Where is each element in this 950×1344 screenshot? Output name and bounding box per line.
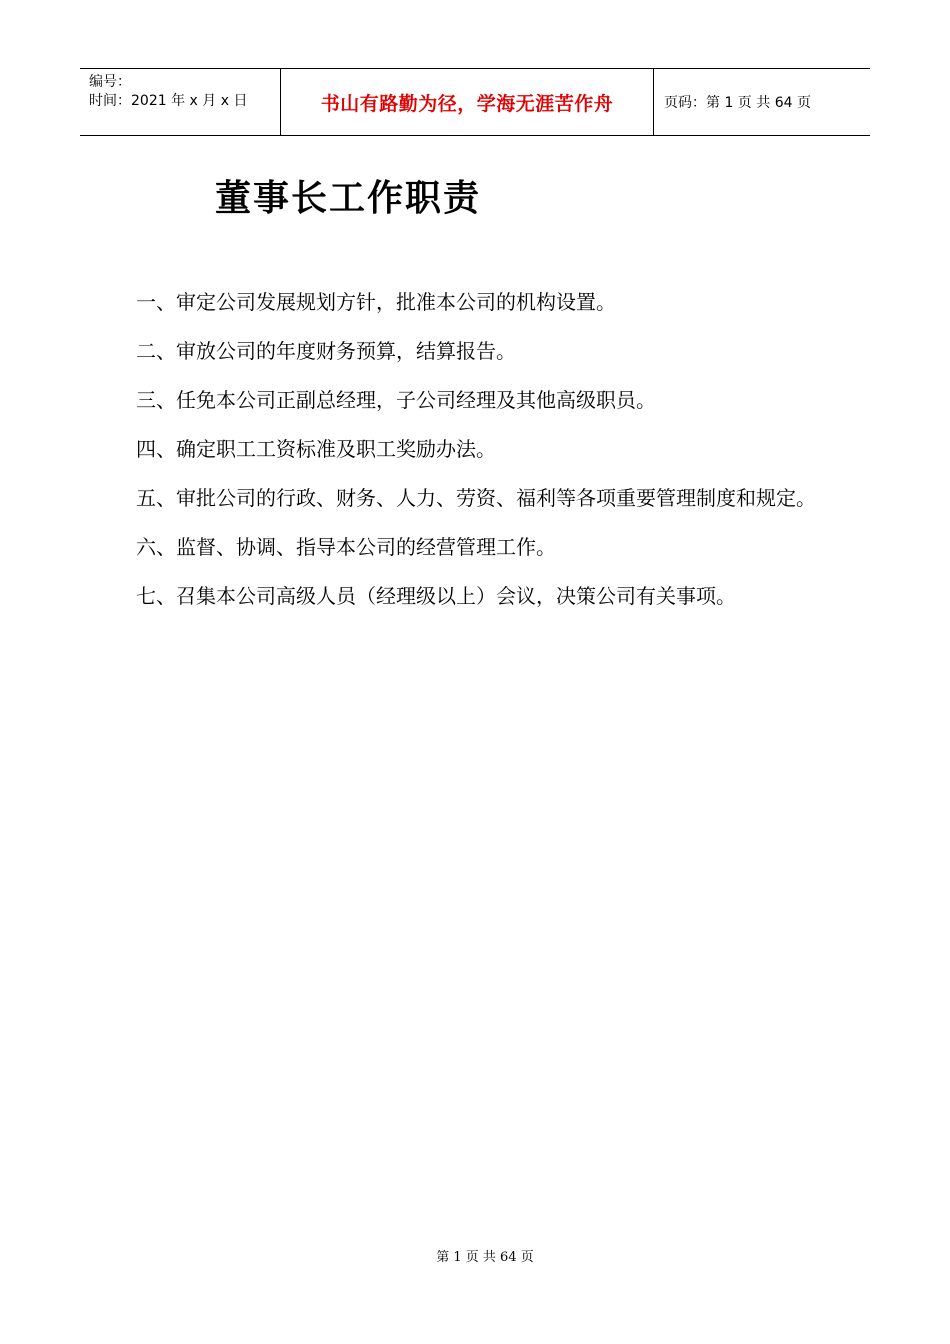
header-motto: 书山有路勤为径，学海无涯苦作舟 xyxy=(320,92,614,115)
duty-item: 七、召集本公司高级人员（经理级以上）会议，决策公司有关事项。 xyxy=(136,584,736,608)
header-page-info: 页码：第 1 页 共 64 页 xyxy=(664,95,811,111)
header-page-cell xyxy=(654,69,870,135)
duty-item: 二、审放公司的年度财务预算，结算报告。 xyxy=(136,339,516,363)
header-motto-cell xyxy=(281,69,654,135)
header-meta-cell xyxy=(80,69,281,135)
document-time-label: 时间：2021 年 x 月 x 日 xyxy=(89,93,248,109)
duty-item: 三、任免本公司正副总经理，子公司经理及其他高级职员。 xyxy=(136,388,656,412)
duty-item: 五、审批公司的行政、财务、人力、劳资、福利等各项重要管理制度和规定。 xyxy=(136,486,816,510)
page-footer: 第 1 页 共 64 页 xyxy=(436,1250,534,1265)
document-number-label: 编号： xyxy=(89,74,131,90)
duty-item: 四、确定职工工资标准及职工奖励办法。 xyxy=(136,437,496,461)
document-header xyxy=(80,68,870,136)
duty-item: 一、审定公司发展规划方针，批准本公司的机构设置。 xyxy=(136,290,616,314)
duty-item: 六、监督、协调、指导本公司的经营管理工作。 xyxy=(136,535,556,559)
document-body xyxy=(90,278,862,621)
document-title: 董事长工作职责 xyxy=(215,177,482,219)
